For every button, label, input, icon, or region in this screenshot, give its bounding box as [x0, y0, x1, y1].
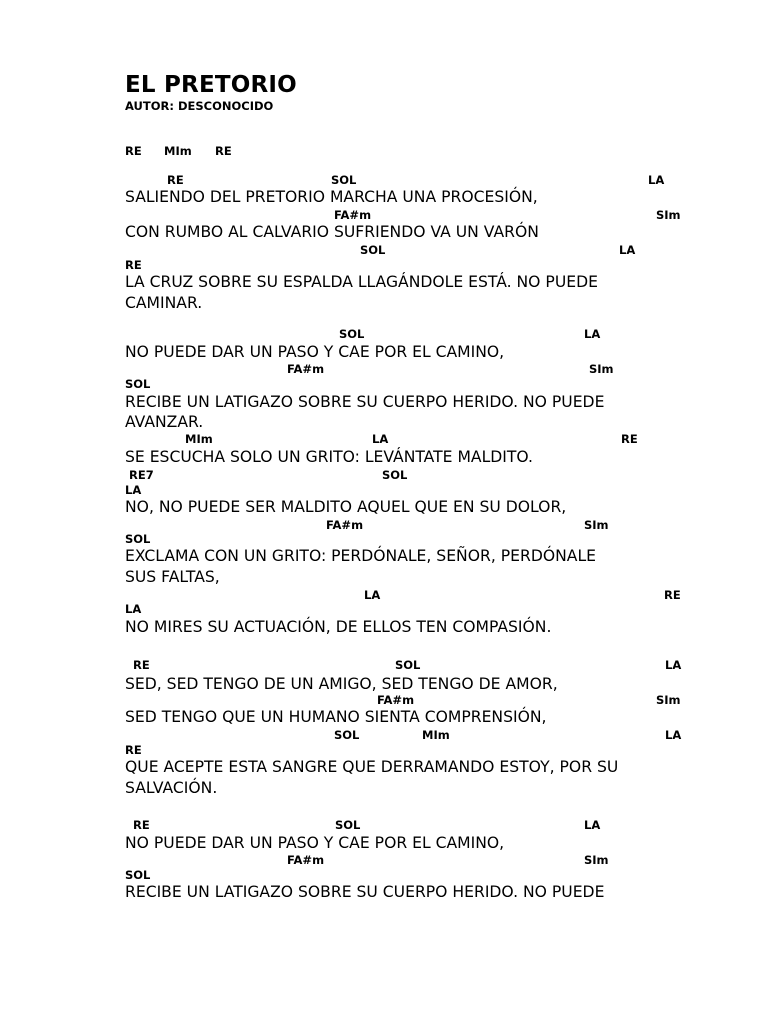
chord-label: FA#m	[287, 853, 325, 867]
chord-label: LA	[584, 327, 601, 341]
chord-label: RE	[133, 818, 150, 832]
lyric-line: AVANZAR.	[125, 413, 204, 431]
intro-chord: RE	[125, 144, 142, 158]
chord-label: SOL	[334, 728, 360, 742]
chord-label: SOL	[395, 658, 421, 672]
chord-label: FA#m	[377, 693, 415, 707]
chord-label: LA	[665, 658, 682, 672]
lyric-line: SED, SED TENGO DE UN AMIGO, SED TENGO DE AMOR,	[125, 675, 558, 693]
lyric-line: SUS FALTAS,	[125, 568, 220, 586]
chord-label: LA	[619, 243, 636, 257]
lyric-line: CAMINAR.	[125, 294, 203, 312]
chord-label: FA#m	[326, 518, 364, 532]
lyric-line: RECIBE UN LATIGAZO SOBRE SU CUERPO HERIDO. NO PUEDE	[125, 393, 605, 411]
song-title: EL PRETORIO	[125, 72, 297, 98]
chord-label: SOL	[360, 243, 386, 257]
chord-label: SOL	[125, 377, 151, 391]
lyric-line: NO PUEDE DAR UN PASO Y CAE POR EL CAMINO,	[125, 343, 505, 361]
chord-label: SOL	[125, 868, 151, 882]
chord-label: SIm	[589, 362, 614, 376]
chord-label: SOL	[335, 818, 361, 832]
chord-label: RE	[125, 743, 142, 757]
lyric-line: SED TENGO QUE UN HUMANO SIENTA COMPRENSIÓN,	[125, 708, 547, 726]
chord-label: LA	[364, 588, 381, 602]
lyric-line: QUE ACEPTE ESTA SANGRE QUE DERRAMANDO ESTOY, POR SU	[125, 758, 619, 776]
lyric-line: SALVACIÓN.	[125, 779, 218, 797]
chord-label: MIm	[422, 728, 450, 742]
intro-chord: RE	[215, 144, 232, 158]
chord-label: LA	[372, 432, 389, 446]
chord-label: FA#m	[287, 362, 325, 376]
lyric-line: NO PUEDE DAR UN PASO Y CAE POR EL CAMINO,	[125, 834, 505, 852]
lyric-line: EXCLAMA CON UN GRITO: PERDÓNALE, SEÑOR, PERDÓNALE	[125, 547, 596, 565]
chord-label: SIm	[584, 518, 609, 532]
chord-label: MIm	[185, 432, 213, 446]
lyric-line: CON RUMBO AL CALVARIO SUFRIENDO VA UN VARÓN	[125, 223, 539, 241]
chord-label: RE	[167, 173, 184, 187]
lyric-line: SE ESCUCHA SOLO UN GRITO: LEVÁNTATE MALDITO.	[125, 448, 534, 466]
chord-label: RE	[621, 432, 638, 446]
chord-label: SOL	[339, 327, 365, 341]
lyric-line: LA CRUZ SOBRE SU ESPALDA LLAGÁNDOLE ESTÁ. NO PUEDE	[125, 273, 598, 291]
chord-label: LA	[125, 483, 142, 497]
chord-label: LA	[665, 728, 682, 742]
chord-label: RE	[133, 658, 150, 672]
chord-label: SOL	[382, 468, 408, 482]
chord-label: RE	[125, 258, 142, 272]
chord-label: FA#m	[334, 208, 372, 222]
chord-label: SIm	[656, 693, 681, 707]
song-author: AUTOR: DESCONOCIDO	[125, 99, 274, 113]
chord-label: LA	[584, 818, 601, 832]
chord-label: SOL	[331, 173, 357, 187]
intro-chord: MIm	[164, 144, 192, 158]
chord-label: LA	[125, 602, 142, 616]
chord-label: RE7	[129, 468, 154, 482]
lyric-line: NO MIRES SU ACTUACIÓN, DE ELLOS TEN COMPASIÓN.	[125, 618, 552, 636]
lyric-line: SALIENDO DEL PRETORIO MARCHA UNA PROCESIÓN,	[125, 188, 538, 206]
chord-label: LA	[648, 173, 665, 187]
chord-label: SIm	[584, 853, 609, 867]
lyric-line: NO, NO PUEDE SER MALDITO AQUEL QUE EN SU DOLOR,	[125, 498, 567, 516]
chord-label: SOL	[125, 532, 151, 546]
lyric-line: RECIBE UN LATIGAZO SOBRE SU CUERPO HERIDO. NO PUEDE	[125, 883, 605, 901]
chord-label: RE	[664, 588, 681, 602]
chord-label: SIm	[656, 208, 681, 222]
